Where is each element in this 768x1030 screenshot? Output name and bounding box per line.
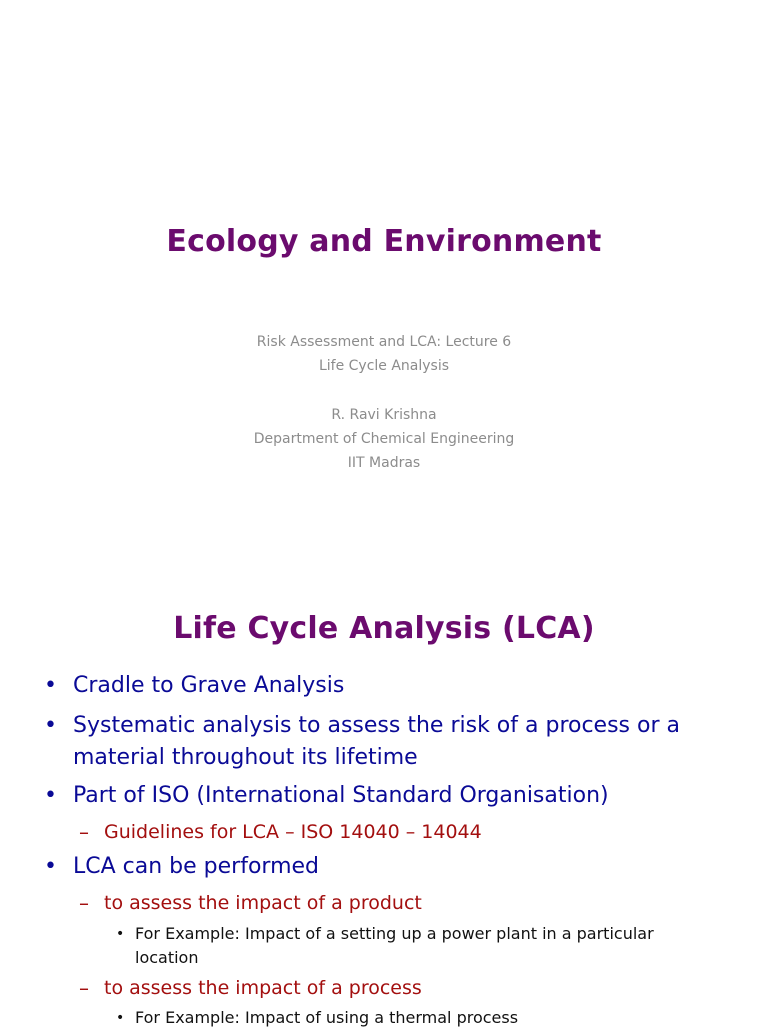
subtitle-line-author: R. Ravi Krishna bbox=[331, 406, 437, 423]
dash-marker: – bbox=[79, 976, 89, 1000]
list-item-text: Cradle to Grave Analysis bbox=[73, 673, 345, 698]
subtitle-line-lecture: Risk Assessment and LCA: Lecture 6 bbox=[256, 334, 512, 350]
bullet-marker: • bbox=[44, 783, 57, 808]
list-item-text: to assess the impact of a process bbox=[104, 977, 422, 999]
list-item-text: Guidelines for LCA – ISO 14040 – 14044 bbox=[104, 821, 482, 843]
bullet-marker: • bbox=[44, 673, 57, 698]
subtitle-line-topic: Life Cycle Analysis bbox=[318, 358, 450, 375]
subtitle-line-institute: IIT Madras bbox=[347, 455, 421, 472]
slide-title: Life Cycle Analysis (LCA) bbox=[173, 611, 595, 646]
content-slide bbox=[0, 580, 768, 1027]
bullet-marker: • bbox=[44, 713, 57, 738]
list-item-text: Part of ISO (International Standard Organisation) bbox=[73, 783, 609, 808]
dash-marker: – bbox=[79, 820, 89, 844]
list-item-text: For Example: Impact of a setting up a power plant in a particular location bbox=[135, 924, 654, 967]
bullet-marker: • bbox=[116, 1010, 125, 1026]
slide-subtitle bbox=[0, 330, 768, 476]
list-item-text: For Example: Impact of using a thermal process bbox=[135, 1008, 519, 1027]
list-item-text: Systematic analysis to assess the risk of a process or a material throughout its lifetime bbox=[73, 713, 680, 770]
list-item-text: LCA can be performed bbox=[73, 854, 320, 879]
subtitle-line-department: Department of Chemical Engineering bbox=[253, 431, 515, 448]
subtitle-line-spacer bbox=[0, 379, 768, 403]
bullet-marker: • bbox=[116, 926, 125, 942]
bullet-marker: • bbox=[44, 854, 57, 879]
list-item-text: to assess the impact of a product bbox=[104, 892, 422, 914]
dash-marker: – bbox=[79, 891, 89, 915]
slide-title: Ecology and Environment bbox=[166, 224, 602, 259]
